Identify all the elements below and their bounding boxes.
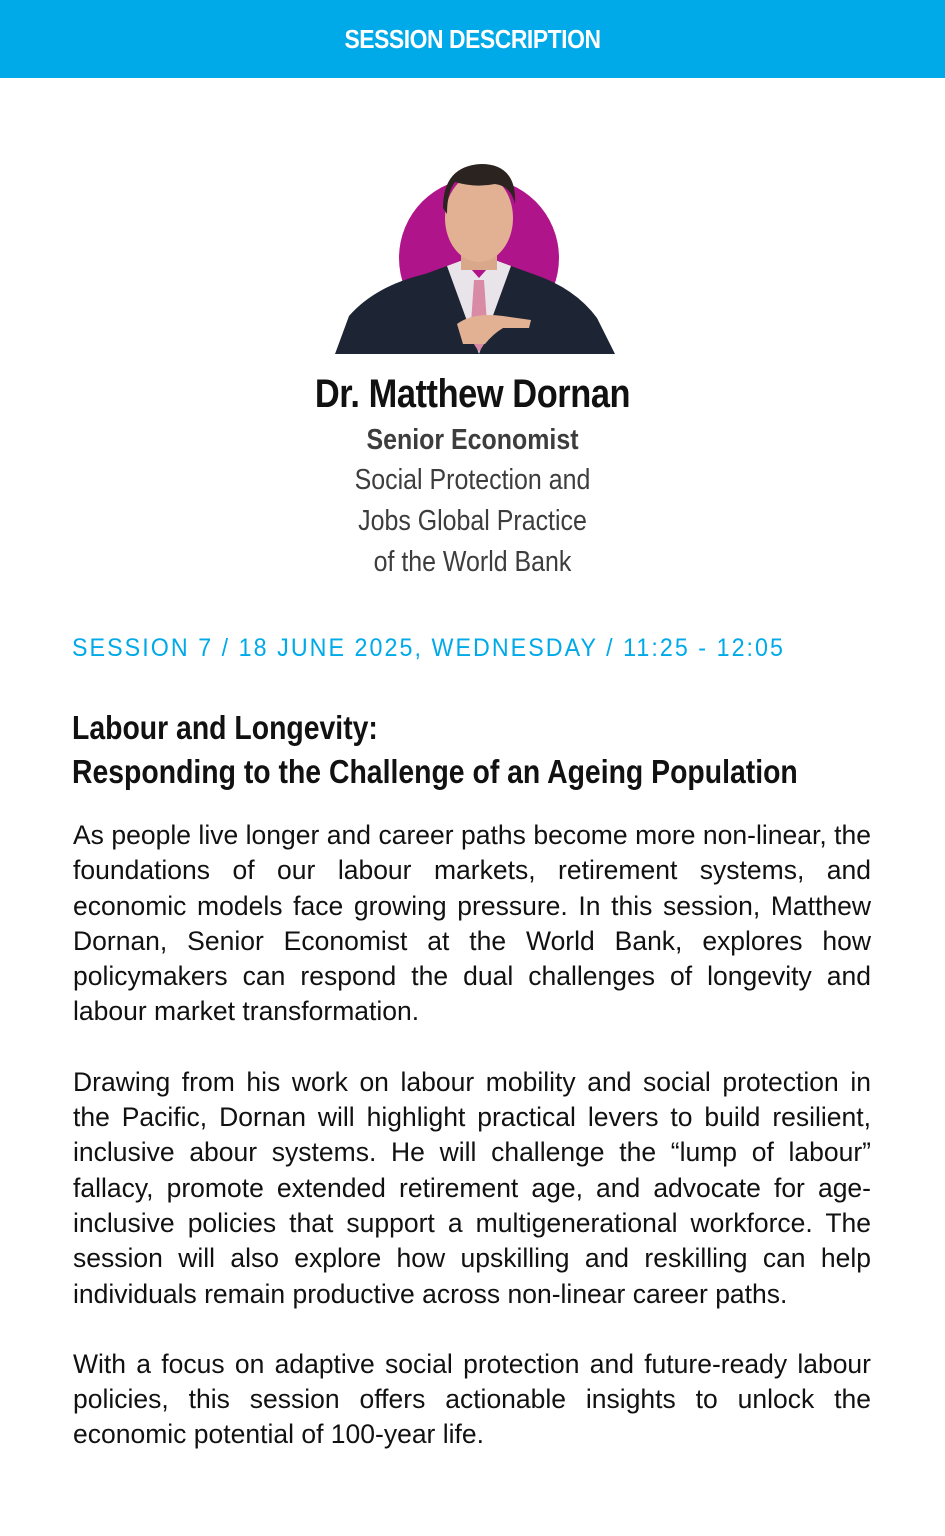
speaker-role: Senior Economist (366, 424, 579, 456)
session-info: SESSION 7 / 18 JUNE 2025, WEDNESDAY / 11:25 - 12:05 (72, 634, 786, 662)
description-paragraph: With a focus on adaptive social protection and future-ready labour policies, this session offers actionable insights to unlock the economic potential of 100-year life. (73, 1348, 871, 1450)
session-title-line: Responding to the Challenge of an Ageing Population (72, 753, 798, 790)
description-paragraph: Drawing from his work on labour mobility and social protection in the Pacific, Dornan will highlight practical levers to build resilient, inclusive abour systems. He will challenge the “lump of labour” fallacy, promote extended retirement age, and advocate for age-inclusive policies that support a multigenerational workforce. The session will also explore how upskilling and reskilling can help individuals remain productive across non-linear career paths. (73, 1066, 871, 1309)
header-title: SESSION DESCRIPTION (344, 23, 601, 54)
session-title-line: Labour and Longevity: (72, 709, 378, 746)
session-title (72, 706, 798, 794)
speaker-portrait-icon (335, 148, 615, 354)
portrait-face (445, 174, 513, 262)
speaker-name: Dr. Matthew Dornan (314, 372, 631, 416)
header-bar (0, 0, 945, 78)
speaker-org-line: of the World Bank (373, 546, 572, 578)
speaker-org-line: Jobs Global Practice (358, 505, 587, 537)
speaker-org-line: Social Protection and (354, 464, 591, 496)
description-paragraph: As people live longer and career paths become more non-linear, the foundations of our labour markets, retirement systems, and economic models face growing pressure. In this session, Matthew Dornan, Senior Economist at the World Bank, explores how policymakers can respond the dual challenges of longevity and labour market transformation. (73, 820, 871, 1027)
session-description (73, 818, 871, 1488)
speaker-block (0, 368, 945, 583)
